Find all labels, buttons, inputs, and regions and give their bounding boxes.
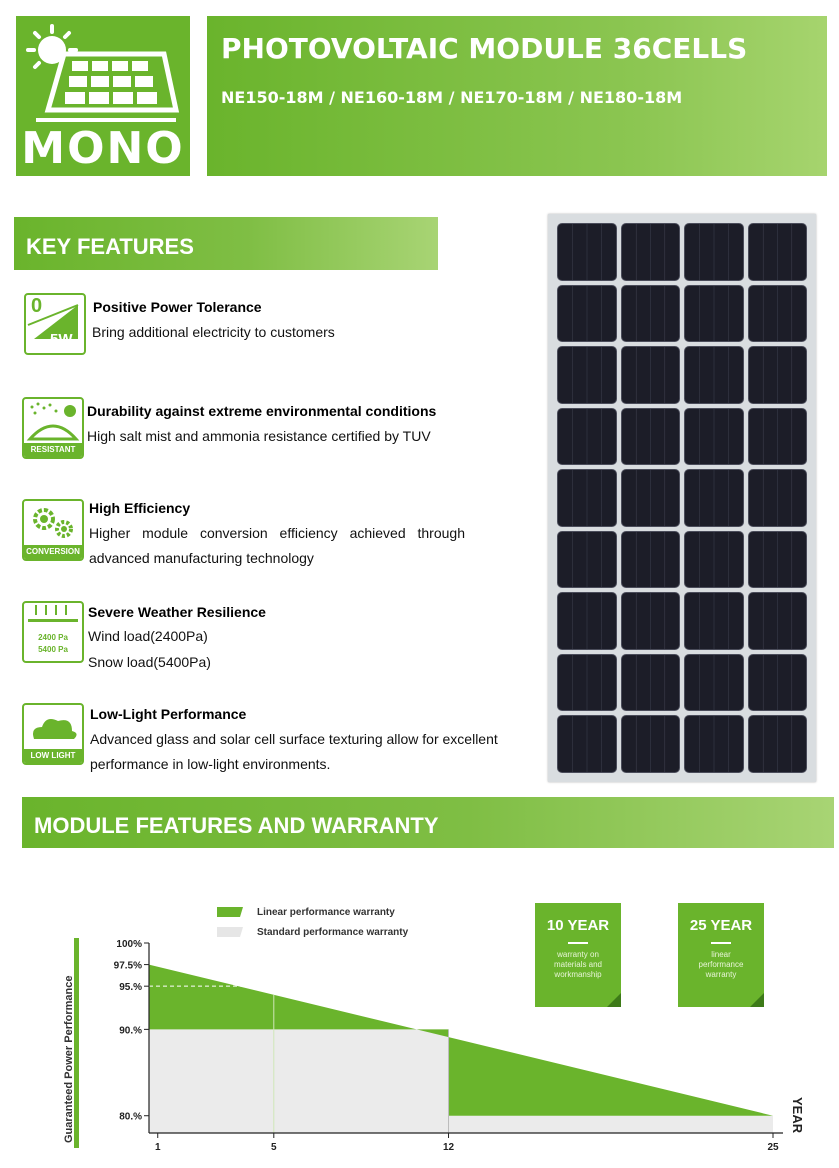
solar-cell bbox=[557, 715, 617, 773]
x-tick-label: 5 bbox=[271, 1142, 277, 1153]
solar-cell bbox=[621, 469, 681, 527]
solar-cell bbox=[684, 715, 744, 773]
y-tick-label: 90.% bbox=[119, 1025, 142, 1037]
low-light-icon: LOW LIGHT bbox=[22, 703, 84, 765]
resistant-icon: RESISTANT bbox=[22, 397, 84, 459]
solar-cell bbox=[621, 346, 681, 404]
x-tick-label: 12 bbox=[442, 1142, 455, 1153]
warranty-badge-25-year: 25 YEAR linear performance warranty bbox=[678, 903, 764, 1007]
solar-cell bbox=[621, 223, 681, 281]
solar-cell bbox=[557, 408, 617, 466]
y-tick-label: 95.% bbox=[119, 982, 142, 994]
solar-cell bbox=[557, 654, 617, 712]
feature-desc: Wind load(2400Pa) bbox=[88, 628, 208, 644]
solar-cell bbox=[557, 346, 617, 404]
feature-desc: advanced manufacturing technology bbox=[89, 550, 314, 566]
x-tick-label: 25 bbox=[767, 1142, 779, 1153]
solar-cell bbox=[621, 531, 681, 589]
solar-cell bbox=[684, 223, 744, 281]
panel-cell-grid bbox=[557, 223, 807, 773]
y-axis-label: Guaranteed Power Performance bbox=[63, 975, 75, 1143]
legend-swatch-standard bbox=[217, 927, 243, 937]
solar-cell bbox=[684, 654, 744, 712]
feature-title: Durability against extreme environmental conditions bbox=[87, 403, 437, 419]
model-list: NE150-18M / NE160-18M / NE170-18M / NE180-18M bbox=[221, 88, 683, 107]
power-tolerance-icon: 0 5W bbox=[24, 293, 86, 355]
conversion-icon: CONVERSION bbox=[22, 499, 84, 561]
feature-desc: Bring additional electricity to customers bbox=[92, 324, 335, 340]
plot-area bbox=[114, 939, 783, 1153]
solar-cell bbox=[557, 223, 617, 281]
solar-cell bbox=[748, 469, 808, 527]
solar-cell bbox=[557, 531, 617, 589]
solar-panel-image bbox=[548, 214, 816, 782]
legend-swatch-linear bbox=[217, 907, 243, 917]
solar-cell bbox=[684, 531, 744, 589]
x-axis-label: YEAR bbox=[790, 1097, 805, 1134]
warranty-heading-bar bbox=[22, 797, 834, 848]
feature-title: Low-Light Performance bbox=[90, 706, 247, 722]
weather-load-icon: 2400 Pa 5400 Pa bbox=[22, 601, 84, 663]
solar-cell bbox=[621, 285, 681, 343]
header-banner bbox=[207, 16, 827, 176]
solar-cell bbox=[621, 654, 681, 712]
solar-cell bbox=[748, 223, 808, 281]
solar-cell bbox=[748, 408, 808, 466]
feature-desc: High salt mist and ammonia resistance certified by TUV bbox=[87, 428, 431, 444]
solar-cell bbox=[748, 346, 808, 404]
solar-cell bbox=[748, 592, 808, 650]
y-tick-label: 97.5% bbox=[113, 960, 142, 972]
mono-logo bbox=[16, 16, 190, 176]
chart-legend bbox=[217, 907, 409, 938]
feature-title: Severe Weather Resilience bbox=[88, 604, 266, 620]
logo-word: MONO bbox=[21, 123, 185, 174]
y-tick-label: 80.% bbox=[119, 1111, 142, 1123]
solar-cell bbox=[684, 592, 744, 650]
key-features-heading: KEY FEATURES bbox=[26, 234, 194, 259]
solar-cell bbox=[621, 408, 681, 466]
solar-cell bbox=[684, 346, 744, 404]
solar-cell bbox=[621, 592, 681, 650]
legend-label-standard: Standard performance warranty bbox=[257, 927, 409, 938]
y-tick-label: 100% bbox=[116, 939, 142, 950]
feature-desc: Higher module conversion efficiency achieved through bbox=[89, 525, 465, 541]
feature-desc: Advanced glass and solar cell surface texturing allow for excellent bbox=[90, 731, 498, 747]
solar-panel-sun-icon bbox=[26, 24, 180, 124]
solar-cell bbox=[557, 469, 617, 527]
solar-cell bbox=[684, 469, 744, 527]
warranty-badge-10-year: 10 YEAR warranty on materials and workmanship bbox=[535, 903, 621, 1007]
feature-title: High Efficiency bbox=[89, 500, 191, 516]
key-features-heading-bar bbox=[14, 217, 438, 270]
warranty-heading: MODULE FEATURES AND WARRANTY bbox=[34, 813, 439, 838]
solar-cell bbox=[748, 285, 808, 343]
solar-cell bbox=[684, 408, 744, 466]
standard-warranty-area bbox=[149, 1029, 449, 1133]
feature-title: Positive Power Tolerance bbox=[93, 299, 262, 315]
standard-warranty-area bbox=[449, 1116, 773, 1133]
solar-cell bbox=[748, 654, 808, 712]
feature-desc: Snow load(5400Pa) bbox=[88, 654, 211, 670]
solar-cell bbox=[621, 715, 681, 773]
legend-label-linear: Linear performance warranty bbox=[257, 907, 395, 918]
solar-cell bbox=[684, 285, 744, 343]
solar-cell bbox=[748, 531, 808, 589]
solar-cell bbox=[748, 715, 808, 773]
solar-cell bbox=[557, 285, 617, 343]
x-tick-label: 1 bbox=[154, 1142, 161, 1153]
solar-cell bbox=[557, 592, 617, 650]
warranty-chart bbox=[55, 895, 815, 1160]
page-title: PHOTOVOLTAIC MODULE 36CELLS bbox=[221, 32, 748, 65]
feature-desc: performance in low-light environments. bbox=[90, 756, 331, 772]
